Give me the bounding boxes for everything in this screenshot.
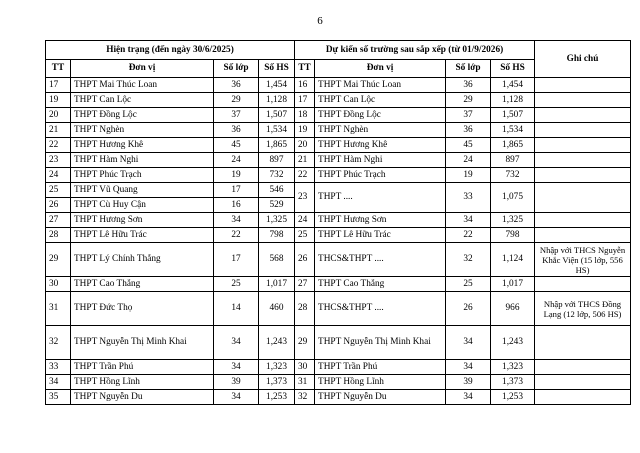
planned-tt: 22	[295, 168, 315, 183]
planned-classes: 34	[446, 326, 491, 360]
planned-students: 1,865	[491, 138, 535, 153]
col-students: Số HS	[259, 60, 295, 78]
planned-students: 1,128	[491, 93, 535, 108]
current-unit: THPT Cao Thắng	[71, 277, 214, 292]
current-unit: THPT Trần Phú	[71, 360, 214, 375]
planned-students: 1,323	[491, 360, 535, 375]
planned-unit: THPT Hồng Lĩnh	[315, 375, 446, 390]
note-cell	[535, 168, 631, 183]
current-tt: 35	[46, 390, 71, 405]
planned-classes: 26	[446, 292, 491, 326]
planned-tt: 20	[295, 138, 315, 153]
table-row	[46, 93, 631, 108]
col-unit: Đơn vị	[315, 60, 446, 78]
table-row	[46, 78, 631, 93]
table-row	[46, 138, 631, 153]
planned-tt: 28	[295, 292, 315, 326]
planned-tt: 23	[295, 183, 315, 213]
planned-unit: THPT Mai Thúc Loan	[315, 78, 446, 93]
note-cell	[535, 138, 631, 153]
note-cell: Nhập với THCS Đồng Lạng (12 lớp, 506 HS)	[535, 292, 631, 326]
col-tt: TT	[295, 60, 315, 78]
current-unit: THPT Vũ Quang	[71, 183, 214, 198]
current-classes: 25	[214, 277, 259, 292]
note-cell	[535, 360, 631, 375]
planned-unit: THPT ....	[315, 183, 446, 213]
planned-tt: 25	[295, 228, 315, 243]
col-classes: Số lớp	[214, 60, 259, 78]
col-unit: Đơn vị	[71, 60, 214, 78]
planned-unit: THCS&THPT ....	[315, 292, 446, 326]
planned-unit: THPT Phúc Trạch	[315, 168, 446, 183]
current-students: 1,534	[259, 123, 295, 138]
planned-unit: THPT Trần Phú	[315, 360, 446, 375]
col-classes: Số lớp	[446, 60, 491, 78]
current-classes: 34	[214, 326, 259, 360]
current-unit: THPT Mai Thúc Loan	[71, 78, 214, 93]
current-students: 1,507	[259, 108, 295, 123]
current-students: 460	[259, 292, 295, 326]
current-classes: 17	[214, 183, 259, 198]
current-unit: THPT Hàm Nghi	[71, 153, 214, 168]
current-tt: 33	[46, 360, 71, 375]
current-tt: 19	[46, 93, 71, 108]
current-students: 1,253	[259, 390, 295, 405]
planned-tt: 29	[295, 326, 315, 360]
current-tt: 23	[46, 153, 71, 168]
planned-tt: 18	[295, 108, 315, 123]
current-classes: 39	[214, 375, 259, 390]
table-row	[46, 243, 631, 277]
planned-unit: THPT Hàm Nghi	[315, 153, 446, 168]
current-students: 1,454	[259, 78, 295, 93]
planned-classes: 34	[446, 213, 491, 228]
table-row	[46, 168, 631, 183]
current-tt: 22	[46, 138, 71, 153]
planned-classes: 36	[446, 78, 491, 93]
note-header: Ghi chú	[535, 41, 631, 78]
current-students: 1,128	[259, 93, 295, 108]
planned-tt: 27	[295, 277, 315, 292]
note-cell	[535, 153, 631, 168]
table-row	[46, 183, 631, 198]
note-cell: Nhập với THCS Nguyễn Khắc Viện (15 lớp, 556 HS)	[535, 243, 631, 277]
current-tt: 31	[46, 292, 71, 326]
note-cell	[535, 326, 631, 360]
current-students: 1,243	[259, 326, 295, 360]
note-cell	[535, 123, 631, 138]
note-cell	[535, 108, 631, 123]
planned-unit: THPT Đồng Lộc	[315, 108, 446, 123]
planned-students: 1,075	[491, 183, 535, 213]
planned-students: 1,534	[491, 123, 535, 138]
planned-students: 1,253	[491, 390, 535, 405]
planned-students: 732	[491, 168, 535, 183]
planned-classes: 45	[446, 138, 491, 153]
planned-tt: 30	[295, 360, 315, 375]
current-tt: 25	[46, 183, 71, 198]
planned-schools-header: Dự kiến số trường sau sắp xếp (từ 01/9/2026)	[295, 41, 535, 60]
note-cell	[535, 78, 631, 93]
planned-classes: 39	[446, 375, 491, 390]
planned-classes: 32	[446, 243, 491, 277]
planned-unit: THPT Nguyễn Du	[315, 390, 446, 405]
current-classes: 16	[214, 198, 259, 213]
current-classes: 34	[214, 390, 259, 405]
current-tt: 32	[46, 326, 71, 360]
current-students: 1,373	[259, 375, 295, 390]
planned-students: 1,507	[491, 108, 535, 123]
planned-classes: 37	[446, 108, 491, 123]
current-students: 732	[259, 168, 295, 183]
current-students: 1,017	[259, 277, 295, 292]
note-cell	[535, 277, 631, 292]
planned-students: 1,017	[491, 277, 535, 292]
planned-tt: 31	[295, 375, 315, 390]
planned-classes: 36	[446, 123, 491, 138]
current-status-header: Hiện trạng (đến ngày 30/6/2025)	[46, 41, 295, 60]
current-tt: 34	[46, 375, 71, 390]
current-tt: 27	[46, 213, 71, 228]
planned-students: 897	[491, 153, 535, 168]
current-students: 798	[259, 228, 295, 243]
current-unit: THPT Hồng Lĩnh	[71, 375, 214, 390]
planned-students: 1,243	[491, 326, 535, 360]
current-classes: 24	[214, 153, 259, 168]
table-row	[46, 277, 631, 292]
planned-tt: 21	[295, 153, 315, 168]
current-unit: THPT Lê Hữu Trác	[71, 228, 214, 243]
planned-unit: THPT Hương Sơn	[315, 213, 446, 228]
planned-unit: THPT Nguyễn Thị Minh Khai	[315, 326, 446, 360]
planned-students: 1,124	[491, 243, 535, 277]
current-classes: 34	[214, 360, 259, 375]
current-unit: THPT Lý Chính Thắng	[71, 243, 214, 277]
current-tt: 24	[46, 168, 71, 183]
planned-tt: 26	[295, 243, 315, 277]
planned-classes: 25	[446, 277, 491, 292]
current-students: 1,323	[259, 360, 295, 375]
current-classes: 45	[214, 138, 259, 153]
planned-classes: 34	[446, 360, 491, 375]
planned-unit: THPT Can Lộc	[315, 93, 446, 108]
table-row	[46, 108, 631, 123]
table-row	[46, 228, 631, 243]
current-tt: 21	[46, 123, 71, 138]
current-unit: THPT Hương Khê	[71, 138, 214, 153]
planned-tt: 32	[295, 390, 315, 405]
current-students: 1,865	[259, 138, 295, 153]
planned-classes: 24	[446, 153, 491, 168]
current-students: 546	[259, 183, 295, 198]
planned-classes: 33	[446, 183, 491, 213]
current-classes: 34	[214, 213, 259, 228]
current-tt: 20	[46, 108, 71, 123]
current-classes: 17	[214, 243, 259, 277]
current-students: 897	[259, 153, 295, 168]
current-classes: 37	[214, 108, 259, 123]
current-classes: 22	[214, 228, 259, 243]
planned-tt: 24	[295, 213, 315, 228]
planned-unit: THPT Hương Khê	[315, 138, 446, 153]
current-unit: THPT Can Lộc	[71, 93, 214, 108]
current-unit: THPT Nghèn	[71, 123, 214, 138]
col-students: Số HS	[491, 60, 535, 78]
current-unit: THPT Nguyễn Du	[71, 390, 214, 405]
table-row	[46, 360, 631, 375]
current-tt: 26	[46, 198, 71, 213]
planned-unit: THPT Cao Thắng	[315, 277, 446, 292]
planned-unit: THCS&THPT ....	[315, 243, 446, 277]
current-classes: 29	[214, 93, 259, 108]
planned-students: 1,373	[491, 375, 535, 390]
col-tt: TT	[46, 60, 71, 78]
current-tt: 28	[46, 228, 71, 243]
current-students: 568	[259, 243, 295, 277]
planned-students: 966	[491, 292, 535, 326]
planned-students: 798	[491, 228, 535, 243]
current-unit: THPT Hương Sơn	[71, 213, 214, 228]
planned-students: 1,454	[491, 78, 535, 93]
table-row	[46, 213, 631, 228]
current-classes: 36	[214, 78, 259, 93]
current-tt: 30	[46, 277, 71, 292]
current-unit: THPT Đồng Lộc	[71, 108, 214, 123]
current-students: 1,325	[259, 213, 295, 228]
table-row	[46, 153, 631, 168]
note-cell	[535, 183, 631, 213]
current-students: 529	[259, 198, 295, 213]
planned-unit: THPT Lê Hữu Trác	[315, 228, 446, 243]
school-merger-table	[45, 40, 631, 405]
planned-tt: 17	[295, 93, 315, 108]
current-classes: 19	[214, 168, 259, 183]
planned-classes: 22	[446, 228, 491, 243]
current-unit: THPT Nguyễn Thị Minh Khai	[71, 326, 214, 360]
note-cell	[535, 375, 631, 390]
table-row	[46, 375, 631, 390]
current-tt: 17	[46, 78, 71, 93]
current-tt: 29	[46, 243, 71, 277]
planned-classes: 29	[446, 93, 491, 108]
note-cell	[535, 93, 631, 108]
current-unit: THPT Đức Thọ	[71, 292, 214, 326]
current-unit: THPT Phúc Trạch	[71, 168, 214, 183]
page-number: 6	[317, 15, 323, 27]
planned-tt: 19	[295, 123, 315, 138]
planned-students: 1,325	[491, 213, 535, 228]
planned-classes: 34	[446, 390, 491, 405]
table-row	[46, 292, 631, 326]
table-row	[46, 390, 631, 405]
current-classes: 36	[214, 123, 259, 138]
note-cell	[535, 228, 631, 243]
planned-classes: 19	[446, 168, 491, 183]
planned-unit: THPT Nghèn	[315, 123, 446, 138]
note-cell	[535, 213, 631, 228]
note-cell	[535, 390, 631, 405]
planned-tt: 16	[295, 78, 315, 93]
table-row	[46, 326, 631, 360]
current-classes: 14	[214, 292, 259, 326]
table-row	[46, 123, 631, 138]
current-unit: THPT Cù Huy Cận	[71, 198, 214, 213]
